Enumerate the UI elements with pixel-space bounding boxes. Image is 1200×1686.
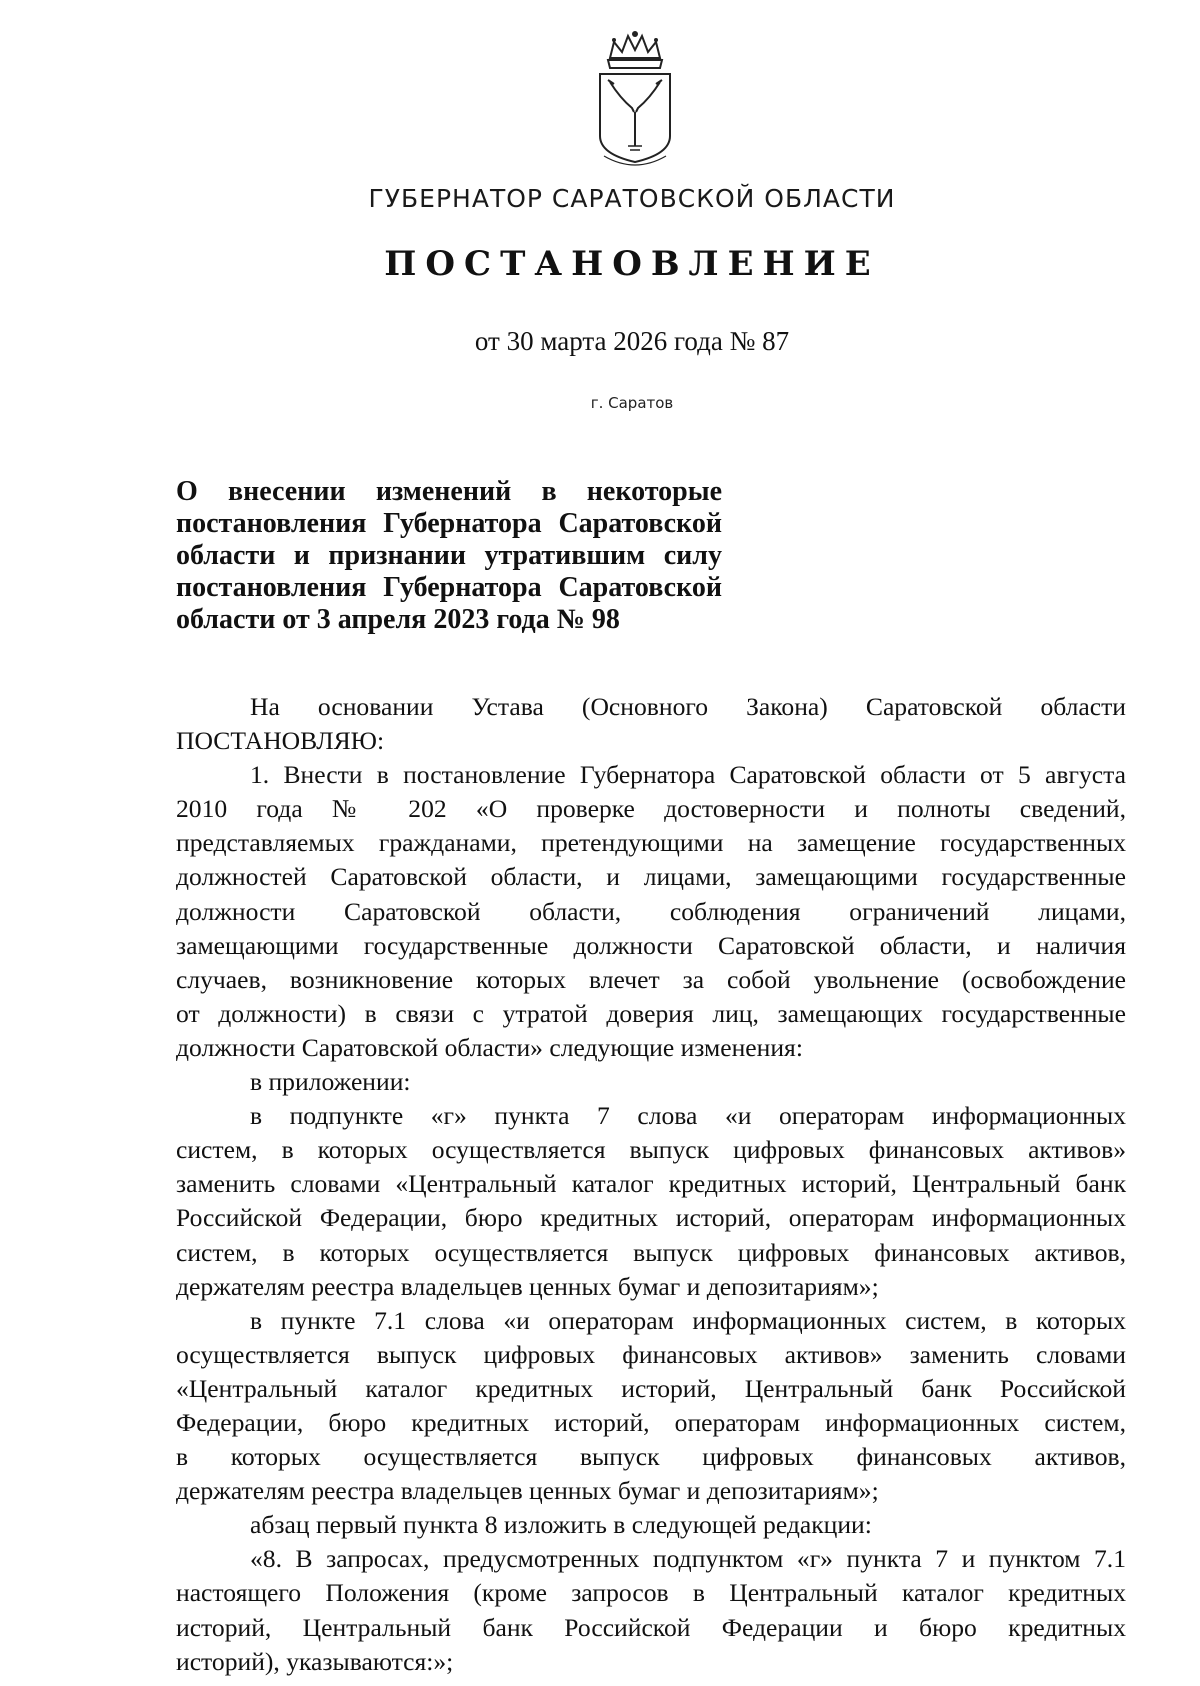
body-line: заменить словами «Центральный каталог кредитных историй, Центральный банк	[176, 1169, 1126, 1199]
body-line: «Центральный каталог кредитных историй, Центральный банк Российской	[176, 1373, 1126, 1403]
body-line: замещающими государственные должности Саратовской области, и наличия	[176, 930, 1126, 960]
body-line: представляемых гражданами, претендующими на замещение государственных	[176, 828, 1126, 858]
coat-of-arms-icon	[590, 28, 680, 168]
subject-line: области от 3 апреля 2023 года № 98	[176, 604, 620, 635]
body-line: должностей Саратовской области, и лицами, замещающими государственные	[176, 862, 1126, 892]
document-city: г. Саратов	[590, 394, 674, 412]
body-line: Федерации, бюро кредитных историй, операторам информационных систем,	[176, 1407, 1126, 1437]
subject-line: О внесении изменений в некоторые	[176, 476, 722, 507]
body-line: держателям реестра владельцев ценных бумаг и депозитариям»;	[176, 1476, 879, 1506]
body-line: должности Саратовской области» следующие изменения:	[176, 1032, 803, 1062]
body-line: настоящего Положения (кроме запросов в Центральный каталог кредитных	[176, 1578, 1126, 1608]
body-line: абзац первый пункта 8 изложить в следующей редакции:	[250, 1510, 872, 1540]
document-type-title: ПОСТАНОВЛЕНИЕ	[384, 244, 880, 284]
body-line: в подпункте «г» пункта 7 слова «и операторам информационных	[250, 1101, 1126, 1131]
body-line: систем, в которых осуществляется выпуск цифровых финансовых активов,	[176, 1237, 1126, 1267]
body-line: Российской Федерации, бюро кредитных историй, операторам информационных	[176, 1203, 1126, 1233]
document-body	[176, 690, 1126, 1679]
body-line: 1. Внести в постановление Губернатора Саратовской области от 5 августа	[250, 760, 1126, 790]
body-line: должности Саратовской области, соблюдения ограничений лицами,	[176, 896, 1126, 926]
body-line: «8. В запросах, предусмотренных подпунктом «г» пункта 7 и пунктом 7.1	[250, 1544, 1126, 1574]
issuing-authority: ГУБЕРНАТОР САРАТОВСКОЙ ОБЛАСТИ	[368, 184, 896, 213]
body-line: историй), указываются:»;	[176, 1646, 454, 1676]
body-line: в которых осуществляется выпуск цифровых финансовых активов,	[176, 1442, 1126, 1472]
body-line: случаев, возникновение которых влечет за собой увольнение (освобождение	[176, 964, 1126, 994]
subject-line: постановления Губернатора Саратовской	[176, 572, 722, 603]
body-line: На основании Устава (Основного Закона) Саратовской области	[250, 692, 1126, 721]
document-date-number: от 30 марта 2026 года № 87	[474, 326, 790, 356]
body-line: держателям реестра владельцев ценных бумаг и депозитариям»;	[176, 1271, 879, 1301]
document-subject	[176, 476, 722, 636]
body-line: историй, Центральный банк Российской Федерации и бюро кредитных	[176, 1612, 1126, 1642]
body-line: систем, в которых осуществляется выпуск цифровых финансовых активов»	[176, 1135, 1126, 1165]
body-line: от должности) в связи с утратой доверия лиц, замещающих государственные	[176, 998, 1126, 1028]
subject-line: области и признании утратившим силу	[176, 540, 722, 571]
body-line: в приложении:	[250, 1067, 411, 1097]
subject-line: постановления Губернатора Саратовской	[176, 508, 722, 539]
body-line: 2010 года № 202 «О проверке достоверности и полноты сведений,	[176, 794, 1126, 824]
body-line: в пункте 7.1 слова «и операторам информационных систем, в которых	[250, 1305, 1126, 1335]
body-line: ПОСТАНОВЛЯЮ:	[176, 726, 385, 756]
body-line: осуществляется выпуск цифровых финансовых активов» заменить словами	[176, 1339, 1126, 1369]
